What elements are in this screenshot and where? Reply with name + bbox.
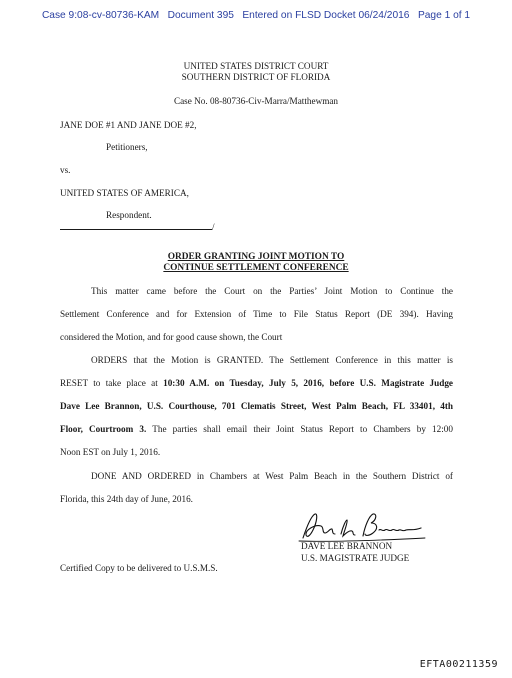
docket-header-stamp: Case 9:08-cv-80736-KAM Document 395 Entered on FLSD Docket 06/24/2016 Page 1 of 1 [41,10,471,21]
caption-underline [60,229,212,230]
courtroom-text: Floor, Courtroom 3. [60,424,147,434]
caption-slash: / [212,222,215,232]
court-name-line2: SOUTHERN DISTRICT OF FLORIDA [181,72,331,82]
paragraph1-line3: considered the Motion, and for good cause shown, the Court [60,332,283,342]
hearing-location-text: Dave Lee Brannon, U.S. Courthouse, 701 Clematis Street, West Palm Beach, FL 33401, 4th [60,401,453,411]
paragraph3-line2: Florida, this 24th day of June, 2016. [60,494,193,504]
court-name-line1: UNITED STATES DISTRICT COURT [183,61,329,71]
paragraph2-line5: Noon EST on July 1, 2016. [60,447,161,457]
paragraph2-line2 [60,378,453,389]
paragraph2-line1: ORDERS that the Motion is GRANTED. The Settlement Conference in this matter is [91,355,453,365]
order-title-line1: ORDER GRANTING JOINT MOTION TO [167,252,345,262]
certified-copy-note: Certified Copy to be delivered to U.S.M.S. [60,563,218,573]
hearing-time-text: 10:30 A.M. on Tuesday, July 5, 2016, before U.S. Magistrate Judge [163,378,453,388]
versus-label: vs. [60,165,71,175]
paragraph3-line1: DONE AND ORDERED in Chambers at West Palm Beach in the Southern District of [91,471,453,481]
paragraph1-line2: Settlement Conference and for Extension of Time to File Status Report (DE 394). Having [60,309,453,319]
petitioners-label: Petitioners, [106,142,148,152]
order-title-line2: CONTINUE SETTLEMENT CONFERENCE [163,263,349,273]
case-number: Case No. 08-80736-Civ-Marra/Matthewman [173,96,339,106]
petitioners-names: JANE DOE #1 AND JANE DOE #2, [60,120,197,130]
respondent-label: Respondent. [106,210,152,220]
judge-name: DAVE LEE BRANNON [301,541,393,551]
paragraph2-line3 [60,401,453,412]
judge-signature [297,508,427,544]
status-report-text: The parties shall email their Joint Status Report to Chambers by 12:00 [146,424,453,434]
respondent-name: UNITED STATES OF AMERICA, [60,188,189,198]
document-id-footer: EFTA00211359 [419,659,498,670]
paragraph1-line1: This matter came before the Court on the Parties’ Joint Motion to Continue the [91,286,453,296]
reset-text: RESET to take place at [60,378,164,388]
paragraph2-line4 [60,424,453,435]
judge-title: U.S. MAGISTRATE JUDGE [301,553,410,563]
